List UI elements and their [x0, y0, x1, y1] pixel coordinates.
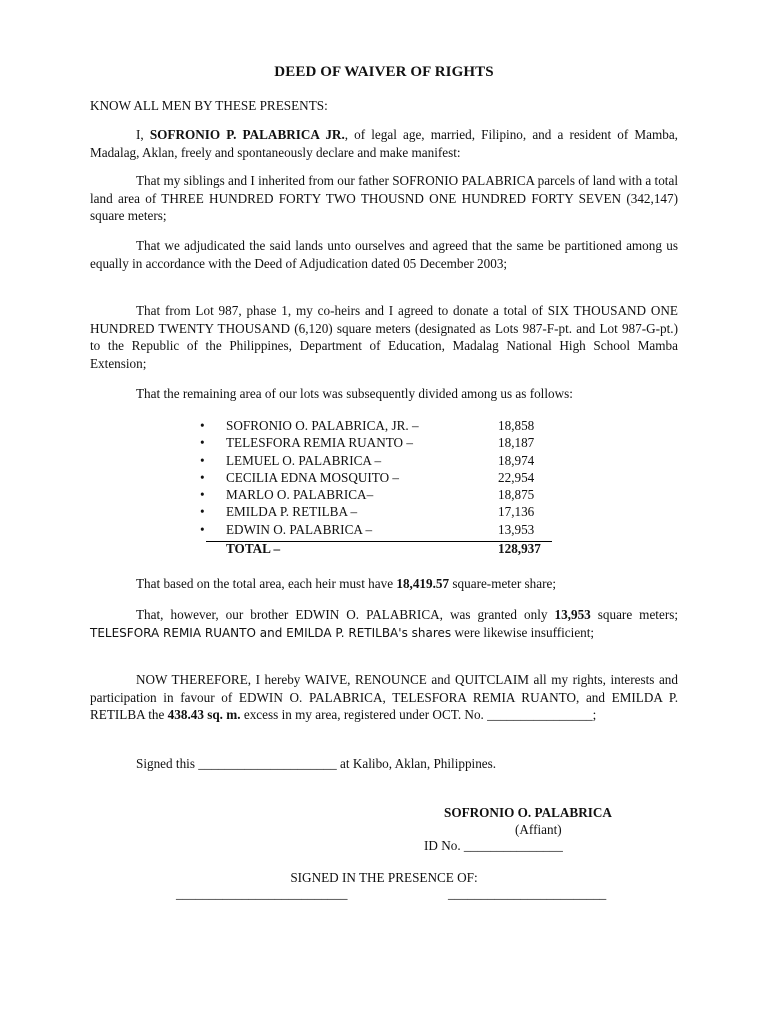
total-row: [226, 540, 556, 558]
heir-name: CECILIA EDNA MOSQUITO –: [226, 469, 400, 485]
heir-area: 13,953: [498, 521, 535, 537]
insufficient-post: were likewise insufficient;: [451, 624, 595, 640]
id-number-line: ID No. _______________: [424, 838, 563, 853]
list-item: [200, 521, 552, 538]
declaration-post: , of legal age, married, Filipino, and a resident of Mamba, Madalag, Aklan, freely and spontaneously declare and make manifest:: [90, 127, 678, 160]
witness-heading: SIGNED IN THE PRESENCE OF:: [290, 870, 478, 885]
paragraph-signed: Signed this _____________________ at Kalibo, Aklan, Philippines.: [136, 756, 497, 771]
document-title: DEED OF WAIVER OF RIGHTS: [274, 64, 494, 80]
heir-name: EDWIN O. PALABRICA –: [226, 521, 373, 537]
paragraph-waiver: [90, 671, 678, 724]
bullet-icon: •: [200, 504, 205, 520]
opening-line: KNOW ALL MEN BY THESE PRESENTS:: [90, 98, 328, 113]
insufficient-pre: That, however, our brother EDWIN O. PALABRICA, was granted only: [136, 607, 555, 622]
insufficient-value: 13,953: [554, 607, 591, 622]
bullet-icon: •: [200, 435, 205, 451]
heir-area: 18,858: [498, 418, 535, 433]
paragraph-donation: That from Lot 987, phase 1, my co-heirs and I agreed to donate a total of SIX THOUSAND ONE HUNDRED TWENTY THOUSAND (6,120) square meters (designated as Lots 987-F-pt. and Lot 987-G-pt.) to the Republic of the Philippines, Department of Education, Madalag National High School Mamba Extension;: [90, 303, 678, 371]
total-value: 128,937: [498, 541, 541, 556]
paragraph-declaration: [90, 126, 678, 161]
list-item: [200, 503, 552, 520]
bullet-icon: •: [200, 418, 205, 433]
total-label: TOTAL –: [226, 541, 281, 556]
heir-name: LEMUEL O. PALABRICA –: [226, 452, 382, 468]
share-value: 18,419.57: [396, 576, 450, 591]
list-item: [200, 469, 552, 486]
paragraph-share: [90, 575, 678, 593]
waiver-value: 438.43 sq. m.: [167, 707, 241, 722]
list-item: [200, 486, 552, 503]
waiver-pre: NOW THEREFORE, I hereby WAIVE, RENOUNCE and QUITCLAIM all my rights, interests and participation in favour of EDWIN O. PALABRICA, TELESFORA REMIA RUANTO, and EMILDA P. RETILBA the: [90, 672, 678, 722]
paragraph-adjudication: That we adjudicated the said lands unto ourselves and agreed that the same be partitioned among us equally in accordance with the Deed of Adjudication dated 05 December 2003;: [90, 238, 678, 271]
affiant-name-inline: SOFRONIO P. PALABRICA JR.: [149, 127, 345, 142]
waiver-post: excess in my area, registered under OCT. No. ________________;: [240, 707, 597, 722]
heir-name: MARLO O. PALABRICA–: [226, 487, 374, 503]
heir-area: 17,136: [498, 504, 535, 520]
witness-signature-line-1: __________________________: [176, 886, 348, 901]
heir-name: EMILDA P. RETILBA –: [226, 504, 358, 520]
heir-area: 22,954: [498, 469, 535, 485]
heir-name: TELESFORA REMIA RUANTO –: [226, 435, 413, 451]
heir-area: 18,875: [498, 487, 535, 503]
paragraph-inheritance: That my siblings and I inherited from our father SOFRONIO PALABRICA parcels of land with a total land area of THREE HUNDRED FORTY TWO THOUSND ONE HUNDRED FORTY SEVEN (342,147) square meters;: [90, 173, 678, 223]
heir-area: 18,974: [498, 452, 535, 468]
bullet-icon: •: [200, 487, 205, 503]
bullet-icon: •: [200, 469, 205, 485]
share-post: square-meter share;: [449, 576, 557, 591]
insufficient-mid: square meters;: [590, 607, 679, 622]
list-item: [200, 417, 552, 434]
insufficient-names: TELESFORA REMIA RUANTO and EMILDA P. RETILBA's shares: [90, 625, 452, 640]
paragraph-division: That the remaining area of our lots was subsequently divided among us as follows:: [136, 386, 573, 401]
witness-signature-line-2: ________________________: [448, 886, 607, 901]
bullet-icon: •: [200, 521, 205, 537]
declaration-pre: I,: [136, 127, 150, 142]
heir-list: [200, 417, 552, 538]
share-pre: That based on the total area, each heir must have: [136, 576, 397, 591]
list-item: [200, 452, 552, 469]
bullet-icon: •: [200, 452, 205, 468]
heir-name: SOFRONIO O. PALABRICA, JR. –: [226, 418, 419, 433]
affiant-role: (Affiant): [515, 822, 562, 837]
affiant-name: SOFRONIO O. PALABRICA: [444, 805, 612, 820]
paragraph-insufficient: [90, 606, 678, 642]
list-item: [200, 434, 552, 451]
heir-area: 18,187: [498, 435, 535, 451]
